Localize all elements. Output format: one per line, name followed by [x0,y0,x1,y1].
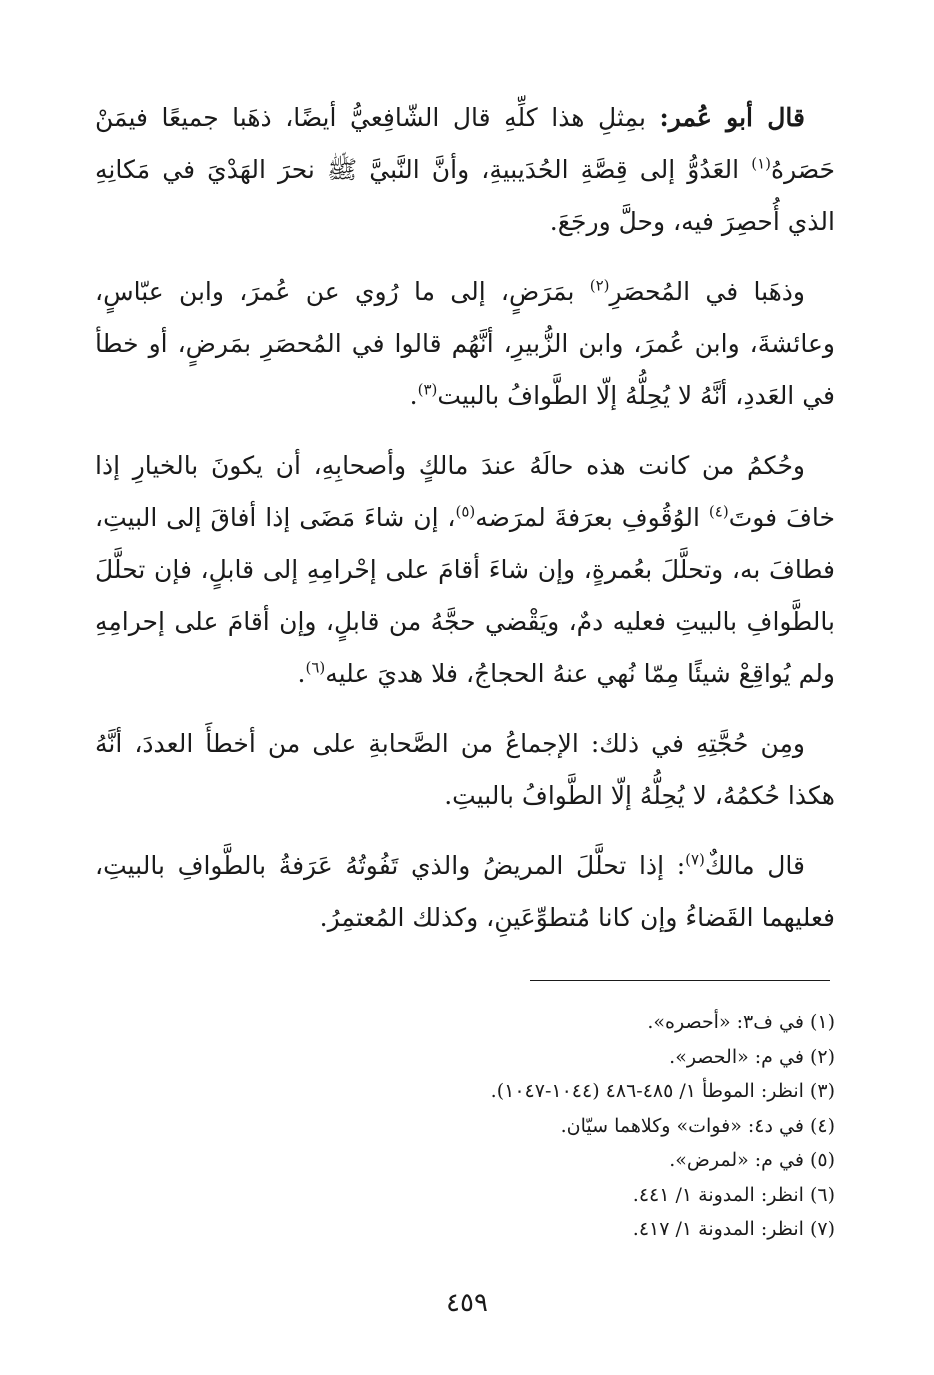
footnote-4: (٤) في د٤: «فوات» وكلاهما سيّان. [560,1114,835,1137]
footnote-ref[interactable]: (٢) [589,276,610,295]
paragraph-text: بمَرَضٍ، إلى ما رُوي عن عُمرَ، وابن عبّاسٍ، وعائشةَ، وابن عُمرَ، وابن الزُّبيرِ، أنَّهُم قالوا في المُحصَرِ بمَرضٍ، أو خطأ في العَددِ، أنَّهُ لا يُحِلُّهُ إلّا الطَّوافُ بالبيت [95,277,835,410]
footnote-ref[interactable]: (٤) [708,502,729,521]
paragraph-text: وحُكمُ من كانت هذه حالَهُ عندَ مالكٍ وأصحابِهِ، أن يكونَ بالخيارِ إذا خافَ فوتَ [95,451,835,532]
paragraph-text: ، إن شاءَ مَضَى إذا أفاقَ إلى البيتِ، فطافَ به، وتحلَّلَ بعُمرةٍ، وإن شاءَ أقامَ على إحْرامِهِ إلى قابلٍ، فإن تحلَّلَ بالطَّوافِ بالبيتِ فعليه دمٌ، ويَقْضي حجَّهُ من قابلٍ، وإن أقامَ على إحرامِهِ ولم يُواقِعْ شيئًا مِمّا نُهي عنهُ الحجاجُ، فلا هديَ عليه [95,503,835,688]
footnote-ref[interactable]: (٣) [417,380,438,399]
footnote-ref[interactable]: (٥) [455,502,476,521]
footnote-divider [530,980,830,981]
footnote-6: (٦) انظر: المدونة ١/ ٤٤١. [632,1183,835,1206]
paragraph-text: بمِثلِ هذا كلِّهِ قال الشّافِعيُّ أيضًا، ذهَبا جميعًا فيمَنْ حَصَرهُ [95,103,836,184]
paragraph-text: ومِن حُجَّتِهِ في ذلك: الإجماعُ من الصَّحابةِ على من أخطأَ العددَ، أنَّهُ هكذا حُكمُهُ، لا يُحِلُّهُ إلّا الطَّوافُ بالبيتِ. [95,729,835,810]
paragraph-text: : إذا تحلَّلَ المريضُ والذي تَفُوتُهُ عَرَفةُ بالطَّوافِ بالبيتِ، فعليهما القَضاءُ وإن كانا مُتطوِّعَينِ، وكذلك المُعتمِرُ. [95,851,835,932]
speaker-label: قال أبو عُمر: [659,103,805,132]
footnote-2: (٢) في م: «الحصر». [669,1045,835,1068]
footnote-ref[interactable]: (١) [751,154,771,173]
paragraph-text: . [409,381,418,410]
paragraph-text: . [297,659,306,688]
paragraph-4 [95,718,835,822]
footnote-7: (٧) انظر: المدونة ١/ ٤١٧. [632,1218,835,1240]
footnote-3: (٣) انظر: الموطأ ١/ ٤٨٥-٤٨٦ (١٠٤٤-١٠٤٧). [490,1080,835,1102]
footnote-ref[interactable]: (٧) [685,850,705,869]
paragraph-3 [95,440,835,700]
footnote-ref[interactable]: (٦) [305,658,326,677]
paragraph-1 [95,92,835,248]
paragraph-text: الوُقُوفِ بعرَفةَ لمرَضه [475,503,700,532]
paragraph-text: العَدُوُّ إلى قِصَّةِ الحُدَيبيةِ، وأنَّ النَّبيَّ ﷺ نحرَ الهَدْيَ في مَكانِهِ الذي أُحصِرَ فيه، وحلَّ ورجَعَ. [95,155,835,236]
footnotes [95,1005,835,1247]
footnote-5: (٥) في م: «لمرض». [669,1149,835,1171]
paragraph-text: وذهَبا في المُحصَرِ [609,277,806,306]
page-number: ٤٥٩ [446,1288,488,1318]
footnote-1: (١) في ف٣: «أحصره». [647,1011,835,1033]
paragraph-5 [95,840,835,944]
main-text [95,92,835,962]
paragraph-text: قال مالكٌ [704,851,805,880]
paragraph-2 [95,266,835,422]
